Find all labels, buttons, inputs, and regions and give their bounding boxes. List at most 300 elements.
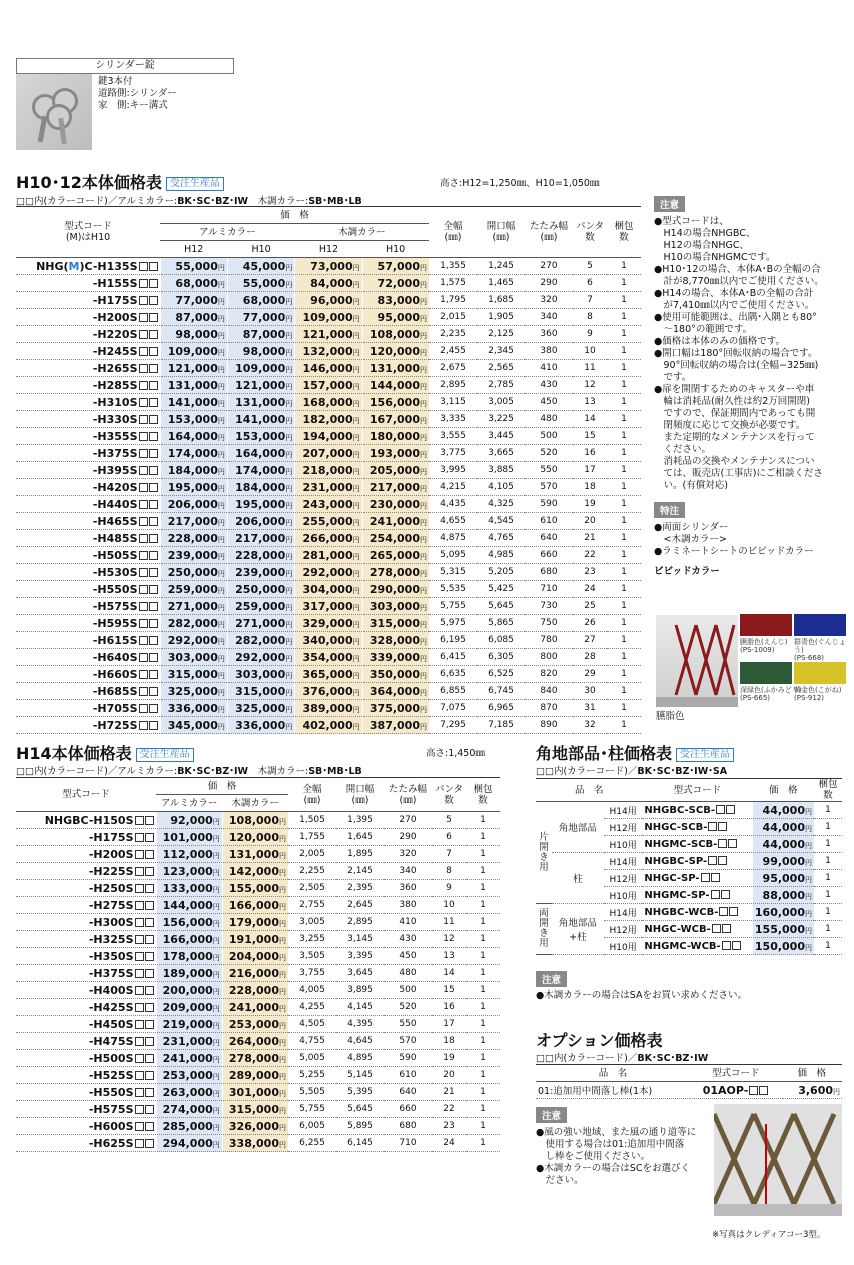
- spec-cell: 1: [607, 479, 641, 496]
- table-row: [16, 394, 641, 411]
- spec-cell: 4,145: [336, 999, 384, 1016]
- note-item: ●H10･12の場合、本体A･Bの全幅の合 計が8,770㎜以内でご使用ください。: [654, 264, 824, 287]
- height-cell: H14用: [604, 904, 643, 921]
- price-cell: 216,000円: [222, 965, 288, 982]
- note-item: ●使用可能範囲は、出隅･入隅とも80° 〜180°の範囲です。: [654, 312, 817, 335]
- feature-item: ●ラミネートシートのビビッドカラー: [654, 546, 814, 557]
- price-cell: 254,000円: [362, 530, 429, 547]
- price-cell: 123,000円: [156, 863, 222, 880]
- price-cell: 156,000円: [156, 914, 222, 931]
- spec-cell: 6,085: [477, 632, 525, 649]
- spec-cell: 4,105: [477, 479, 525, 496]
- spec-cell: 410: [525, 360, 573, 377]
- spec-cell: 4,005: [288, 982, 336, 999]
- swatch-label: 深緑色(ふかみどり) (PS-665): [740, 686, 802, 702]
- spec-cell: 380: [525, 343, 573, 360]
- spec-cell: 2,645: [336, 897, 384, 914]
- option-note: 注意 ●風の強い地域、また風の通り道等に 使用する場合は01:追加用中間落 し棒をご使用ください。 ●木調カラーの場合はSCをお選びく ださい。: [536, 1104, 712, 1187]
- price-cell: 44,000円: [752, 802, 814, 819]
- price-cell: 317,000円: [295, 598, 362, 615]
- spec-cell: 17: [432, 1016, 466, 1033]
- note-item: ●H14の場合、本体A･Bの全幅の合計 が7,410㎜以内でご使用ください。: [654, 288, 815, 311]
- spec-cell: 2,895: [429, 377, 477, 394]
- table-row: [16, 948, 500, 965]
- price-cell: 278,000円: [222, 1050, 288, 1067]
- price-cell: 131,000円: [227, 394, 294, 411]
- price-cell: 206,000円: [227, 513, 294, 530]
- pack-cell: 1: [814, 853, 842, 870]
- price-cell: 121,000円: [160, 360, 227, 377]
- price-cell: 109,000円: [227, 360, 294, 377]
- price-cell: 57,000円: [362, 258, 429, 275]
- spec-cell: 270: [384, 812, 432, 829]
- price-cell: 133,000円: [156, 880, 222, 897]
- model-code: -H450S: [16, 1016, 156, 1033]
- spec-cell: 4,255: [288, 999, 336, 1016]
- spec-cell: 3,005: [288, 914, 336, 931]
- spec-cell: 12: [432, 931, 466, 948]
- table-row: [536, 802, 842, 819]
- spec-cell: 1: [607, 411, 641, 428]
- spec-cell: 8: [573, 309, 607, 326]
- spec-cell: 3,775: [429, 445, 477, 462]
- price-cell: 95,000円: [752, 870, 814, 887]
- vivid-gate-photo: [656, 615, 738, 707]
- price-cell: 250,000円: [160, 564, 227, 581]
- model-code: -H550S: [16, 1084, 156, 1101]
- spec-cell: 2,565: [477, 360, 525, 377]
- table-row: [16, 428, 641, 445]
- spec-cell: 1: [607, 309, 641, 326]
- model-code: -H330S: [16, 411, 160, 428]
- price-cell: 304,000円: [295, 581, 362, 598]
- price-cell: 292,000円: [160, 632, 227, 649]
- model-code: -H325S: [16, 931, 156, 948]
- spec-cell: 1: [607, 326, 641, 343]
- price-cell: 179,000円: [222, 914, 288, 931]
- spec-cell: 5,505: [288, 1084, 336, 1101]
- price-cell: 364,000円: [362, 683, 429, 700]
- spec-cell: 1: [607, 292, 641, 309]
- price-cell: 228,000円: [227, 547, 294, 564]
- model-code: -H485S: [16, 530, 160, 547]
- option-title: オプション価格表: [536, 1031, 663, 1050]
- table-row: [16, 982, 500, 999]
- model-code: -H440S: [16, 496, 160, 513]
- spec-cell: 590: [525, 496, 573, 513]
- spec-cell: 1: [607, 496, 641, 513]
- spec-cell: 1: [466, 948, 500, 965]
- spec-cell: 5,095: [429, 547, 477, 564]
- price-cell: 44,000円: [752, 819, 814, 836]
- spec-cell: 3,885: [477, 462, 525, 479]
- model-code: NHGMC-SP-: [642, 887, 752, 904]
- price-cell: 241,000円: [222, 999, 288, 1016]
- color-swatch: [740, 662, 792, 684]
- corner-title: 角地部品･柱価格表 受注生産品: [536, 741, 734, 764]
- spec-cell: 4,215: [429, 479, 477, 496]
- cylinder-spec: 鍵3本付 道路側:シリンダー 家 側:キー溝式: [98, 76, 177, 111]
- color-swatch: [794, 614, 846, 636]
- swatch-label: 黄金色(こがね) (PS-912): [794, 686, 842, 702]
- spec-cell: 2,345: [477, 343, 525, 360]
- spec-cell: 1: [607, 377, 641, 394]
- h1012-height-note: 高さ:H12=1,250㎜、H10=1,050㎜: [440, 178, 600, 189]
- spec-cell: 5,645: [336, 1101, 384, 1118]
- price-cell: 180,000円: [362, 428, 429, 445]
- model-code: -H640S: [16, 649, 160, 666]
- table-row: 01:追加用中間落し棒(1本) 01AOP- 3,600円: [538, 1083, 840, 1097]
- price-cell: 218,000円: [295, 462, 362, 479]
- price-cell: 164,000円: [160, 428, 227, 445]
- table-row: [16, 683, 641, 700]
- spec-cell: 1: [607, 700, 641, 717]
- spec-cell: 1: [607, 462, 641, 479]
- table-row: [16, 1033, 500, 1050]
- price-cell: 340,000円: [295, 632, 362, 649]
- spec-cell: 24: [573, 581, 607, 598]
- table-row: [16, 615, 641, 632]
- spec-cell: 2,395: [336, 880, 384, 897]
- model-code: -H265S: [16, 360, 160, 377]
- model-code: -H615S: [16, 632, 160, 649]
- spec-cell: 32: [573, 717, 607, 734]
- spec-cell: 270: [525, 258, 573, 275]
- price-cell: 282,000円: [227, 632, 294, 649]
- feature-head: 特注: [654, 502, 685, 518]
- price-cell: 303,000円: [362, 598, 429, 615]
- pack-cell: 1: [814, 870, 842, 887]
- spec-cell: 16: [432, 999, 466, 1016]
- model-code: -H200S: [16, 846, 156, 863]
- h1012-color-note: □□内(カラーコード)／アルミカラー:BK･SC･BZ･IW 木調カラー:SB･MB･LB: [16, 196, 362, 207]
- h14-price-table: 型式コード 価 格 全幅 (㎜) 開口幅 (㎜) たたみ幅 (㎜) パンタ 数 梱包 数 アルミカラー 木調カラー NHGBC-H150S 92,000円 108,000円 1,505 1,395 270 5 1 -H175S 101,000円 120,000円 1,755 1,645 290 6 1 -H200S 112,000円 131,000円 2,005 1,895 320 7 1 -H225S 123,000円 142,000円 2,255 2,145 340 8 1 -H250S 133,000円 155,000円 2,505 2,395 360 9 1 -H275S 144,000円 166,000円 2,755 2,645 380 10 1 -H300S 156,000円 179,000円 3,005 2,895 410 11 1 -H325S 166,000円 191,000円 3,255 3,145 430 12 1 -H350S 178,000円 204,000円 3,505 3,395 450 13 1 -H375S 189,000円 216,000円 3,755 3,645 480 14 1 -H400S 200,000円 228,000円 4,005 3,895 500 15 1 -H425S 209,000円 241,000円 4,255 4,145 520 16 1 -H450S 219,000円 253,000円 4,505 4,395 550 17 1 -H475S 231,000円 264,000円 4,755 4,645 570 18 1 -H500S 241,000円 278,000円 5,005 4,895 590 19 1 -H525S 253,000円 289,000円 5,255 5,145 610 20 1 -H550S 263,000円 301,000円 5,505 5,395 640 21 1 -H575S 274,000円 315,000円 5,755 5,645 660 22 1 -H600S 285,000円 326,000円 6,005 5,895 680 23 1 -H625S 294,000円 338,000円 6,255 6,145 710 24 1: [16, 777, 500, 1152]
- spec-cell: 2,505: [288, 880, 336, 897]
- spec-cell: 22: [432, 1101, 466, 1118]
- table-row: [16, 1016, 500, 1033]
- spec-cell: 1,395: [336, 812, 384, 829]
- model-code: -H550S: [16, 581, 160, 598]
- table-row: [16, 914, 500, 931]
- height-cell: H10用: [604, 887, 643, 904]
- table-row: [16, 1084, 500, 1101]
- model-code: -H375S: [16, 445, 160, 462]
- spec-cell: 1,685: [477, 292, 525, 309]
- price-cell: 156,000円: [362, 394, 429, 411]
- corner-price-table: 品 名 型式コード 価 格 梱包 数 片 開 き 用 角地部品 H14用 NHGBC-SCB- 44,000円 1 H12用 NHGC-SCB- 44,000円 1 H10用 NHGMC-SCB- 44,000円 1 柱 H14用 NHGBC-SP- 99,000円 1 H12用 NHGC-SP- 95,000円 1 H10用 NHGMC-SP- 88,000円 1 両 開 き 用 角地部品 +柱 H14用 NHGBC-WCB- 160,000円 1 H12用 NHGC-WCB- 155,000円 1 H10用 NHGMC-WCB- 150,000円 1: [536, 778, 842, 955]
- spec-cell: 1: [466, 931, 500, 948]
- spec-cell: 19: [432, 1050, 466, 1067]
- spec-cell: 6,855: [429, 683, 477, 700]
- price-cell: 292,000円: [295, 564, 362, 581]
- price-cell: 191,000円: [222, 931, 288, 948]
- spec-cell: 6,145: [336, 1135, 384, 1152]
- price-cell: 178,000円: [156, 948, 222, 965]
- price-cell: 112,000円: [156, 846, 222, 863]
- spec-cell: 3,555: [429, 428, 477, 445]
- spec-cell: 5,395: [336, 1084, 384, 1101]
- price-cell: 98,000円: [160, 326, 227, 343]
- spec-cell: 4,755: [288, 1033, 336, 1050]
- price-cell: 83,000円: [362, 292, 429, 309]
- spec-cell: 1,905: [477, 309, 525, 326]
- price-cell: 253,000円: [222, 1016, 288, 1033]
- spec-cell: 520: [525, 445, 573, 462]
- spec-cell: 430: [384, 931, 432, 948]
- price-cell: 166,000円: [156, 931, 222, 948]
- spec-cell: 340: [525, 309, 573, 326]
- price-cell: 131,000円: [362, 360, 429, 377]
- price-cell: 195,000円: [227, 496, 294, 513]
- spec-cell: 12: [573, 377, 607, 394]
- table-row: [16, 275, 641, 292]
- spec-cell: 16: [573, 445, 607, 462]
- table-row: [16, 326, 641, 343]
- spec-cell: 5,865: [477, 615, 525, 632]
- price-cell: 263,000円: [156, 1084, 222, 1101]
- spec-cell: 640: [525, 530, 573, 547]
- price-cell: 88,000円: [752, 887, 814, 904]
- spec-cell: 2,235: [429, 326, 477, 343]
- price-cell: 193,000円: [362, 445, 429, 462]
- table-row: [16, 530, 641, 547]
- spec-cell: 1: [607, 649, 641, 666]
- spec-cell: 22: [573, 547, 607, 564]
- spec-cell: 450: [525, 394, 573, 411]
- spec-cell: 10: [432, 897, 466, 914]
- spec-cell: 1: [466, 1016, 500, 1033]
- table-row: [16, 377, 641, 394]
- spec-cell: 9: [573, 326, 607, 343]
- price-cell: 160,000円: [752, 904, 814, 921]
- spec-cell: 500: [384, 982, 432, 999]
- table-row: [536, 853, 842, 870]
- spec-cell: 2,675: [429, 360, 477, 377]
- model-code: -H475S: [16, 1033, 156, 1050]
- price-cell: 209,000円: [156, 999, 222, 1016]
- spec-cell: 6: [573, 275, 607, 292]
- spec-cell: 1: [607, 513, 641, 530]
- pack-cell: 1: [814, 921, 842, 938]
- spec-cell: 550: [525, 462, 573, 479]
- price-cell: 315,000円: [160, 666, 227, 683]
- price-cell: 339,000円: [362, 649, 429, 666]
- spec-cell: 1: [607, 598, 641, 615]
- price-cell: 338,000円: [222, 1135, 288, 1152]
- price-cell: 174,000円: [227, 462, 294, 479]
- spec-cell: 3,145: [336, 931, 384, 948]
- spec-cell: 320: [384, 846, 432, 863]
- model-code: -H155S: [16, 275, 160, 292]
- h14-color-note: □□内(カラーコード)／アルミカラー:BK･SC･BZ･IW 木調カラー:SB･MB･LB: [16, 766, 362, 777]
- swatch-label: 臙脂色(えんじ) (PS-1009): [740, 638, 788, 654]
- spec-cell: 31: [573, 700, 607, 717]
- vivid-title: ビビッドカラー: [654, 566, 720, 577]
- spec-cell: 610: [525, 513, 573, 530]
- price-cell: 243,000円: [295, 496, 362, 513]
- price-cell: 282,000円: [160, 615, 227, 632]
- price-cell: 174,000円: [160, 445, 227, 462]
- spec-cell: 6,255: [288, 1135, 336, 1152]
- price-cell: 132,000円: [295, 343, 362, 360]
- model-code: -H285S: [16, 377, 160, 394]
- spec-cell: 1: [466, 880, 500, 897]
- pack-cell: 1: [814, 887, 842, 904]
- price-cell: 264,000円: [222, 1033, 288, 1050]
- spec-cell: 4,655: [429, 513, 477, 530]
- model-code: -H250S: [16, 880, 156, 897]
- price-cell: 365,000円: [295, 666, 362, 683]
- price-cell: 184,000円: [160, 462, 227, 479]
- price-cell: 281,000円: [295, 547, 362, 564]
- spec-cell: 1: [466, 812, 500, 829]
- price-cell: 144,000円: [156, 897, 222, 914]
- corner-color-note: □□内(カラーコード)／BK･SC･BZ･IW･SA: [536, 766, 728, 777]
- price-cell: 336,000円: [160, 700, 227, 717]
- price-cell: 153,000円: [160, 411, 227, 428]
- h14-title: H14本体価格表 受注生産品: [16, 741, 194, 764]
- spec-cell: 11: [432, 914, 466, 931]
- spec-cell: 4,765: [477, 530, 525, 547]
- model-code: -H200S: [16, 309, 160, 326]
- spec-cell: 6,635: [429, 666, 477, 683]
- price-cell: 168,000円: [295, 394, 362, 411]
- spec-cell: 10: [573, 343, 607, 360]
- spec-cell: 2,785: [477, 377, 525, 394]
- price-cell: 271,000円: [227, 615, 294, 632]
- table-row: [16, 666, 641, 683]
- model-code: -H575S: [16, 598, 160, 615]
- price-cell: 166,000円: [222, 897, 288, 914]
- price-cell: 207,000円: [295, 445, 362, 462]
- price-cell: 87,000円: [160, 309, 227, 326]
- price-cell: 228,000円: [222, 982, 288, 999]
- spec-cell: 5,535: [429, 581, 477, 598]
- spec-cell: 1,795: [429, 292, 477, 309]
- price-cell: 315,000円: [362, 615, 429, 632]
- table-row: [16, 965, 500, 982]
- option-color-note: □□内(カラーコード)／BK･SC･BZ･IW: [536, 1053, 709, 1064]
- spec-cell: 1: [466, 1050, 500, 1067]
- model-code: NHGBC-SCB-: [642, 802, 752, 819]
- spec-cell: 1: [607, 547, 641, 564]
- spec-cell: 320: [525, 292, 573, 309]
- spec-cell: 4,985: [477, 547, 525, 564]
- part-label: 角地部品: [552, 802, 604, 853]
- model-code: -H530S: [16, 564, 160, 581]
- price-cell: 315,000円: [227, 683, 294, 700]
- price-cell: 289,000円: [222, 1067, 288, 1084]
- spec-cell: 450: [384, 948, 432, 965]
- spec-cell: 18: [432, 1033, 466, 1050]
- spec-cell: 3,255: [288, 931, 336, 948]
- price-cell: 325,000円: [160, 683, 227, 700]
- price-cell: 109,000円: [160, 343, 227, 360]
- spec-cell: 5,255: [288, 1067, 336, 1084]
- price-cell: 315,000円: [222, 1101, 288, 1118]
- height-cell: H14用: [604, 853, 643, 870]
- table-row: [16, 649, 641, 666]
- price-cell: 250,000円: [227, 581, 294, 598]
- model-code: -H275S: [16, 897, 156, 914]
- model-code: NHG(M)C-H135S: [16, 258, 160, 275]
- note-item: ●型式コードは、 H14の場合NHGBC、 H12の場合NHGC、 H10の場合NHGMCです。: [654, 216, 776, 263]
- spec-cell: 3,335: [429, 411, 477, 428]
- spec-cell: 2,005: [288, 846, 336, 863]
- height-cell: H10用: [604, 836, 643, 853]
- spec-cell: 1: [466, 1135, 500, 1152]
- option-photo: [714, 1104, 842, 1216]
- spec-cell: 1: [466, 1067, 500, 1084]
- price-cell: 142,000円: [222, 863, 288, 880]
- table-row: [16, 598, 641, 615]
- spec-cell: 430: [525, 377, 573, 394]
- spec-cell: 290: [384, 829, 432, 846]
- spec-cell: 780: [525, 632, 573, 649]
- spec-cell: 1: [607, 394, 641, 411]
- price-cell: 141,000円: [227, 411, 294, 428]
- table-row: [16, 479, 641, 496]
- price-cell: 329,000円: [295, 615, 362, 632]
- made-to-order-badge: 受注生産品: [166, 177, 224, 191]
- price-cell: 265,000円: [362, 547, 429, 564]
- model-code: NHGBC-SP-: [642, 853, 752, 870]
- price-cell: 301,000円: [222, 1084, 288, 1101]
- spec-cell: 2,755: [288, 897, 336, 914]
- spec-cell: 3,665: [477, 445, 525, 462]
- price-cell: 98,000円: [227, 343, 294, 360]
- spec-cell: 3,445: [477, 428, 525, 445]
- table-row: [16, 1050, 500, 1067]
- spec-cell: 5: [573, 258, 607, 275]
- spec-cell: 1: [466, 1101, 500, 1118]
- price-cell: 241,000円: [362, 513, 429, 530]
- model-code: NHGBC-H150S: [16, 812, 156, 829]
- table-row: [16, 999, 500, 1016]
- swatch-label: 群青色(ぐんじょう) (PS-668): [794, 638, 846, 662]
- price-cell: 205,000円: [362, 462, 429, 479]
- spec-cell: 9: [432, 880, 466, 897]
- spec-cell: 1: [607, 360, 641, 377]
- spec-cell: 1: [607, 275, 641, 292]
- vivid-photo-caption: 臙脂色: [656, 711, 685, 722]
- price-cell: 121,000円: [227, 377, 294, 394]
- price-cell: 217,000円: [160, 513, 227, 530]
- price-cell: 77,000円: [160, 292, 227, 309]
- spec-cell: 710: [384, 1135, 432, 1152]
- spec-cell: 18: [573, 479, 607, 496]
- spec-cell: 520: [384, 999, 432, 1016]
- spec-cell: 800: [525, 649, 573, 666]
- spec-cell: 5,645: [477, 598, 525, 615]
- spec-cell: 1: [466, 965, 500, 982]
- spec-cell: 360: [525, 326, 573, 343]
- spec-cell: 4,395: [336, 1016, 384, 1033]
- spec-cell: 3,755: [288, 965, 336, 982]
- price-cell: 259,000円: [160, 581, 227, 598]
- spec-cell: 7,295: [429, 717, 477, 734]
- price-cell: 200,000円: [156, 982, 222, 999]
- group-label: 片 開 き 用: [536, 802, 552, 904]
- spec-cell: 21: [432, 1084, 466, 1101]
- table-row: [16, 258, 641, 275]
- part-label: 柱: [552, 853, 604, 904]
- spec-cell: 13: [432, 948, 466, 965]
- price-cell: 144,000円: [362, 377, 429, 394]
- spec-cell: 26: [573, 615, 607, 632]
- spec-cell: 5,755: [429, 598, 477, 615]
- price-cell: 376,000円: [295, 683, 362, 700]
